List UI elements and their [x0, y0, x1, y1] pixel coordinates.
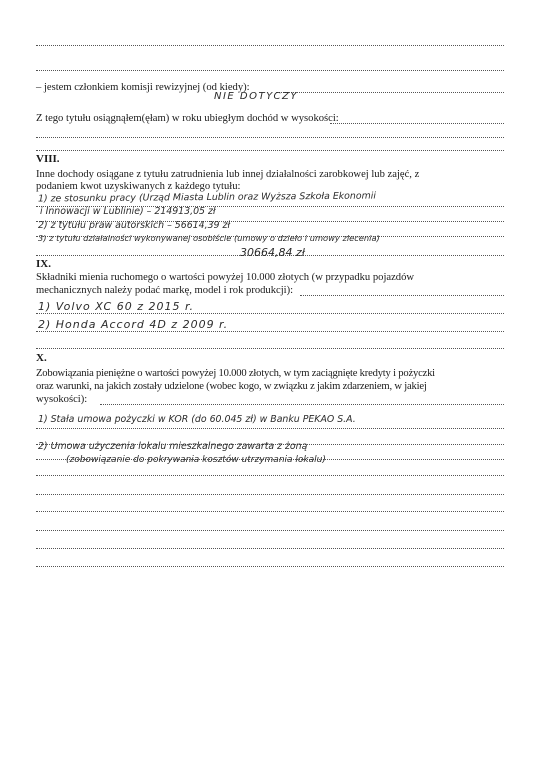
section-10-line3: wysokości):: [36, 394, 88, 405]
section-8-entry1a: 1) ze stosunku pracy (Urząd Miasta Lublin oraz Wyższa Szkoła Ekonomii: [37, 190, 376, 205]
section-8-line2: podaniem kwot uzyskiwanych z każdego tytułu:: [36, 181, 241, 192]
section-8-entry2: 2) z tytułu praw autorskich – 56614,39 zł: [38, 220, 231, 231]
section-9-entry1: 1) Volvo XC 60 z 2015 r.: [38, 300, 194, 313]
section-10-line1: Zobowiązania pieniężne o wartości powyżej 10.000 złotych, w tym zaciągnięte kredyty i pożyczki: [36, 368, 435, 379]
section-10-line2: oraz warunki, na jakich zostały udzielone (wobec kogo, w związku z jakim zdarzeniem, w jakiej: [36, 381, 427, 392]
commission-value: NIE DOTYCZY: [214, 91, 298, 102]
dotted-line: [36, 348, 504, 349]
dotted-line: [36, 530, 504, 531]
section-8-heading: VIII.: [36, 153, 60, 165]
section-10-heading: X.: [36, 352, 47, 364]
dotted-line: [276, 92, 504, 93]
dotted-line: [36, 45, 504, 46]
dotted-line: [300, 295, 504, 296]
section-8-entry1b: i Innowacji w Lublinie) – 214913,05 zł: [40, 206, 216, 217]
section-9-heading: IX.: [36, 258, 51, 270]
dotted-line: [36, 70, 504, 71]
section-9-line1: Składniki mienia ruchomego o wartości powyżej 10.000 złotych (w przypadku pojazdów: [36, 272, 415, 283]
section-8-entry3a: 3) z tytułu działalności wykonywanej osobiście (umowy o dzieło i umowy zlecenia): [38, 233, 380, 243]
section-10-entry2b: (zobowiązanie do pokrywania kosztów utrzymania lokalu): [66, 455, 326, 465]
section-9-entry2: 2) Honda Accord 4D z 2009 r.: [38, 318, 229, 331]
section-8-line1: Inne dochody osiągane z tytułu zatrudnienia lub innej działalności zarobkowej lub zajęć, z: [36, 169, 420, 180]
dotted-line: [36, 428, 504, 429]
section-10-entry2a: 2) Umowa użyczenia lokalu mieszkalnego zawarta z żoną: [38, 441, 308, 452]
dotted-line: [36, 313, 504, 314]
dotted-line: [100, 404, 504, 405]
dotted-line: [36, 331, 504, 332]
dotted-line: [36, 494, 504, 495]
dotted-line: [36, 137, 504, 138]
income-line: Z tego tytułu osiągnąłem(ęłam) w roku ubiegłym dochód w wysokości:: [36, 113, 339, 124]
dotted-line: [36, 511, 504, 512]
section-9-line2: mechanicznych należy podać markę, model i rok produkcji):: [36, 285, 294, 296]
dotted-line: [36, 548, 504, 549]
section-10-entry1: 1) Stała umowa pożyczki w KOR (do 60.045 zł) w Banku PEKAO S.A.: [38, 414, 356, 425]
dotted-line: [36, 475, 504, 476]
dotted-line: [36, 566, 504, 567]
dotted-line: [330, 123, 504, 124]
commission-line: – jestem członkiem komisji rewizyjnej (od kiedy):: [36, 82, 250, 93]
section-8-entry3b: 30664,84 zł: [240, 246, 305, 259]
dotted-line: [36, 150, 504, 151]
